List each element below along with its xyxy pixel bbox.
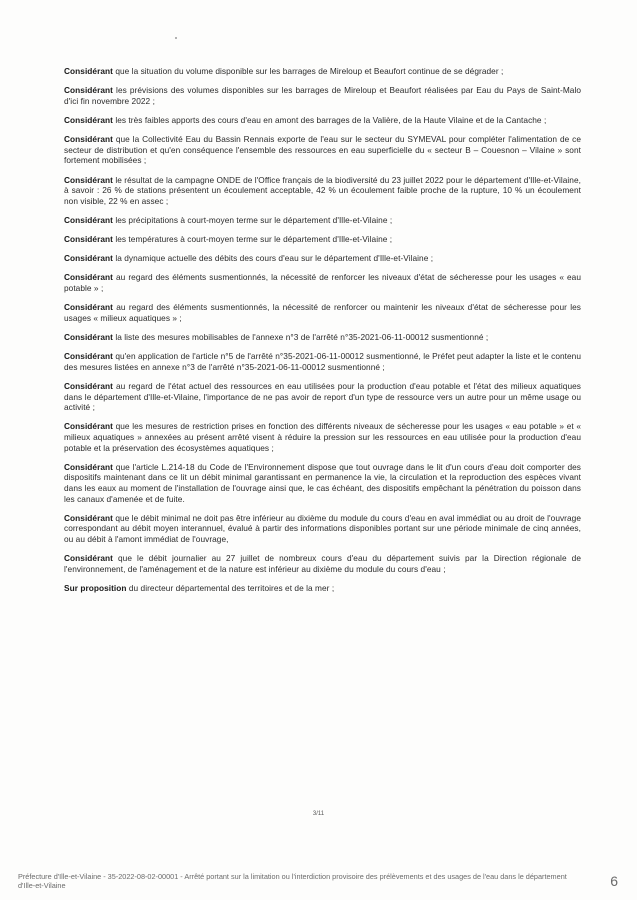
paragraph-3 [64, 115, 581, 126]
paragraph-2 [64, 85, 581, 106]
footer-page-number: 6 [610, 873, 618, 889]
paragraph-text: que l'article L.214-18 du Code de l'Environnement dispose que tout ouvrage dans le lit d'un cours d'eau doit comporter des dispositifs maintenant dans ce lit un débit minimal garantissant en permanence la vie, la circulation et la reproduction des espèces vivant dans les eaux au moment de l'installation de l'ouvrage ainsi que, le cas échéant, des dispositifs empêchant la pénétration du poisson dans les canaux d'amenée et de fuite. [64, 461, 581, 504]
paragraph-11 [64, 332, 581, 343]
paragraph-text: qu'en application de l'article n°5 de l'arrêté n°35-2021-06-11-00012 susmentionné, le Préfet peut adapter la liste et le contenu des mesures listées en annexe n°3 de l'arrêté n°35-2021-06-11-00012 susmentionné ; [64, 351, 581, 372]
paragraph-text: les prévisions des volumes disponibles sur les barrages de Mireloup et Beaufort réalisées par Eau du Pays de Saint-Malo d'ici fin novembre 2022 ; [64, 85, 581, 106]
paragraph-keyword: Sur proposition [64, 582, 127, 593]
paragraph-4 [64, 134, 581, 166]
paragraph-16 [64, 513, 581, 545]
paragraph-text: au regard des éléments susmentionnés, la nécessité de renforcer les niveaux d'état de sécheresse pour les usages « eau potable » ; [64, 272, 581, 294]
paragraph-7 [64, 234, 581, 245]
paragraph-text: que le débit journalier au 27 juillet de nombreux cours d'eau du département suivis par la Direction régionale de l'environnement, de l'aménagement et de la nature est inférieur au dixième du module du cours d'eau ; [64, 553, 581, 574]
paragraph-text: la liste des mesures mobilisables de l'annexe n°3 de l'arrêté n°35-2021-06-11-00012 susmentionné ; [112, 332, 489, 343]
paragraph-15 [64, 462, 581, 504]
paragraph-text: du directeur départemental des territoires et de la mer ; [126, 582, 335, 593]
paragraph-10 [64, 302, 581, 323]
paragraph-17 [64, 553, 581, 574]
paragraph-text: au regard de l'état actuel des ressources en eau utilisées pour la production d'eau potable et l'état des milieux aquatiques dans le département d'Ille-et-Vilaine, l'importance de ne pas avoir de report d'un type de ressource vers un autre pour un même usage ou activité ; [64, 381, 581, 413]
paragraph-keyword: Considérant [64, 272, 113, 283]
paragraph-text: que la Collectivité Eau du Bassin Rennais exporte de l'eau sur le secteur du SYMEVAL pour compléter l'alimentation de ce secteur de distribution et qu'en conséquence l'ensemble des ressources en eau superficielle du « secteur B – Couesnon – Vilaine » sont fortement mobilisées ; [64, 134, 581, 166]
document-body [64, 66, 581, 602]
paragraph-text: les précipitations à court-moyen terme sur le département d'Ille-et-Vilaine ; [112, 214, 393, 225]
paragraph-keyword: Considérant [64, 332, 113, 343]
paragraph-text: au regard des éléments susmentionnés, la nécessité de renforcer ou maintenir les niveaux d'état de sécheresse pour les usages « milieux aquatiques » ; [64, 302, 581, 323]
paragraph-keyword: Considérant [64, 134, 113, 145]
paragraph-keyword: Considérant [64, 421, 113, 432]
paragraph-keyword: Considérant [64, 381, 113, 391]
paragraph-12 [64, 351, 581, 372]
paragraph-keyword: Considérant [64, 174, 113, 185]
paragraph-6 [64, 215, 581, 226]
paragraph-keyword: Considérant [64, 114, 113, 125]
paragraph-text: les températures à court-moyen terme sur le département d'Ille-et-Vilaine ; [112, 234, 393, 245]
paragraph-18 [64, 583, 581, 594]
paragraph-keyword: Considérant [64, 302, 113, 313]
footer-caption: Préfecture d'Ille-et-Vilaine - 35-2022-08-02-00001 - Arrêté portant sur la limitation ou l'interdiction provisoire des prélèvements et des usages de l'eau dans le département d'Ille-et-Vilaine [18, 872, 567, 890]
paragraph-text: le résultat de la campagne ONDE de l'Office français de la biodiversité du 23 juillet 2022 pour le département d'Ille-et-Vilaine, à savoir : 26 % de stations présentent un écoulement acceptable, 42 % un écoulement faible proche de la rupture, 10 % un écoulement non visible, 22 % en assec ; [64, 174, 581, 206]
paragraph-keyword: Considérant [64, 234, 113, 245]
paragraph-5 [64, 175, 581, 207]
paragraph-1 [64, 66, 581, 77]
paragraph-14 [64, 421, 581, 453]
paragraph-keyword: Considérant [64, 351, 113, 362]
paragraph-keyword: Considérant [64, 66, 113, 76]
paragraph-13 [64, 381, 581, 413]
paragraph-text: que la situation du volume disponible sur les barrages de Mireloup et Beaufort continue de se dégrader ; [112, 66, 504, 76]
paragraph-keyword: Considérant [64, 461, 113, 472]
paragraph-text: que le débit minimal ne doit pas être inférieur au dixième du module du cours d'eau en aval immédiat ou au droit de l'ouvrage correspondant au débit moyen interannuel, évalué à partir des informations disponibles portant sur une période minimale de cinq années, ou au débit à l'amont immédiat de l'ouvrage, [64, 512, 581, 544]
paragraph-keyword: Considérant [64, 253, 113, 264]
scan-speck [175, 37, 177, 39]
paragraph-keyword: Considérant [64, 512, 113, 523]
paragraph-text: les très faibles apports des cours d'eau en amont des barrages de la Valière, de la Haute Vilaine et de la Cantache ; [112, 114, 547, 125]
paragraph-8 [64, 253, 581, 264]
page-number: 3/11 [312, 811, 325, 817]
paragraph-keyword: Considérant [64, 85, 113, 96]
paragraph-text: la dynamique actuelle des débits des cours d'eau sur le département d'Ille-et-Vilaine ; [112, 253, 434, 264]
paragraph-text: que les mesures de restriction prises en fonction des différents niveaux de sécheresse pour les usages « eau potable » et « milieux aquatiques » annexées au présent arrêté visent à réduire la pression sur les ressources en eau utilisée pour la production d'eau potable et la préservation des écosystèmes aquatiques ; [64, 421, 581, 453]
paragraph-9 [64, 272, 581, 293]
paragraph-keyword: Considérant [64, 553, 113, 564]
paragraph-keyword: Considérant [64, 214, 113, 225]
